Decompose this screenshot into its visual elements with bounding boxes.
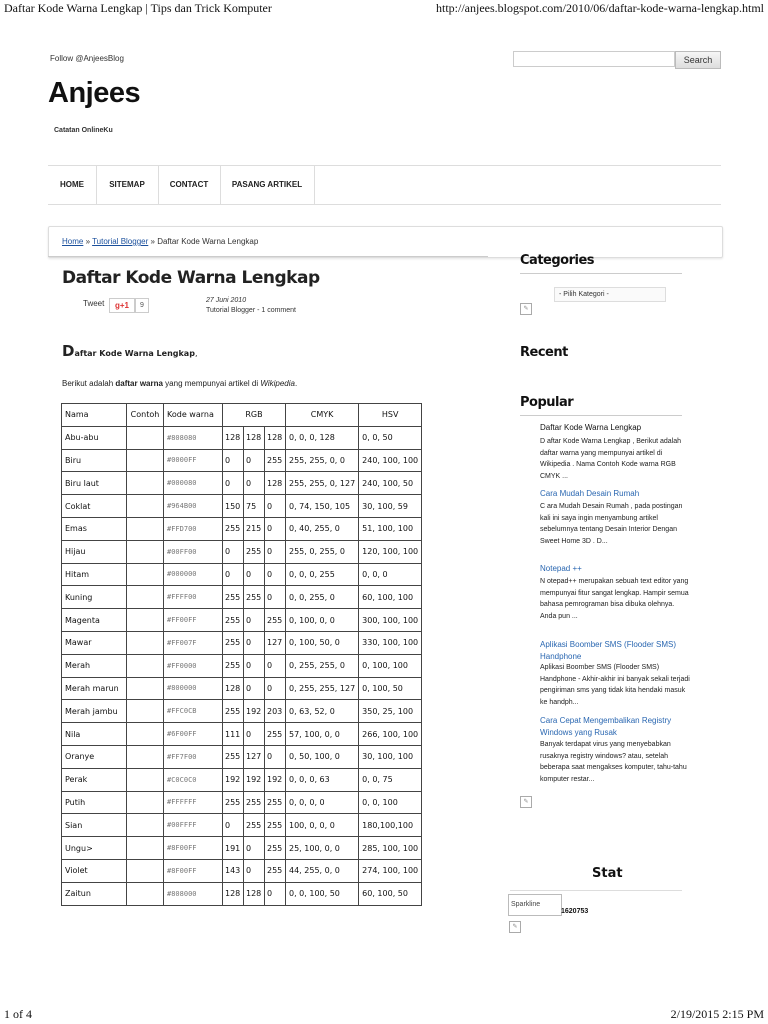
color-name: Emas (62, 517, 127, 540)
color-sample (127, 791, 164, 814)
rgb-blue: 128 (265, 472, 286, 495)
hsv-value: 350, 25, 100 (359, 700, 422, 723)
table-row (62, 745, 422, 768)
popular-post-excerpt: N otepad++ merupakan sebuah text editor yang mempunyai fitur sangat lengkap. Hampir semua bahasa pemrograman bisa dibuka olehnya. Anda pun ... (540, 578, 689, 620)
desc-text: . (294, 379, 298, 388)
color-name: Biru laut (62, 472, 127, 495)
hsv-value: 285, 100, 100 (359, 837, 422, 860)
rgb-blue: 0 (265, 517, 286, 540)
table-row (62, 677, 422, 700)
nav-item-sitemap[interactable]: SITEMAP (96, 166, 159, 204)
rgb-blue: 255 (265, 609, 286, 632)
rgb-green: 0 (244, 723, 265, 746)
edit-widget-icon[interactable]: ✎ (520, 303, 532, 315)
rgb-blue: 0 (265, 540, 286, 563)
table-row (62, 859, 422, 882)
rgb-green: 255 (244, 540, 265, 563)
hsv-value: 0, 0, 100 (359, 791, 422, 814)
cmyk-value: 57, 100, 0, 0 (286, 723, 359, 746)
color-hex: #000000 (164, 563, 223, 586)
rgb-blue: 255 (265, 449, 286, 472)
site-title[interactable]: Anjees (48, 77, 141, 109)
print-page-title: Daftar Kode Warna Lengkap | Tips dan Trick Komputer (4, 1, 272, 15)
color-name: Merah (62, 654, 127, 677)
edit-widget-icon[interactable]: ✎ (509, 921, 521, 933)
nav-item-contact[interactable]: CONTACT (158, 166, 221, 204)
post-description (62, 379, 297, 388)
hsv-value: 30, 100, 59 (359, 495, 422, 518)
recent-heading: Recent (520, 345, 568, 360)
popular-post-title[interactable]: Aplikasi Boomber SMS (Flooder SMS) Handphone (540, 640, 677, 661)
color-name: Putih (62, 791, 127, 814)
color-name: Magenta (62, 609, 127, 632)
hsv-value: 180,100,100 (359, 814, 422, 837)
color-hex: #FF007F (164, 631, 223, 654)
rgb-green: 128 (244, 426, 265, 449)
rgb-blue: 255 (265, 859, 286, 882)
rgb-red: 150 (223, 495, 244, 518)
rgb-green: 0 (244, 563, 265, 586)
popular-post-excerpt: Banyak terdapat virus yang menyebabkan rusaknya registry windows? atau, setelah beberapa saat mengakses komputer, tahu-tahu komputer restar... (540, 741, 687, 783)
sparkline-image: Sparkline (508, 894, 562, 916)
rgb-green: 0 (244, 472, 265, 495)
hsv-value: 0, 0, 50 (359, 426, 422, 449)
categories-divider (520, 273, 682, 274)
table-header-row (62, 404, 422, 427)
rgb-red: 128 (223, 677, 244, 700)
popular-post-title[interactable]: Daftar Kode Warna Lengkap (540, 423, 642, 432)
search-button[interactable]: Search (675, 51, 721, 69)
rgb-blue: 0 (265, 563, 286, 586)
color-sample (127, 677, 164, 700)
rgb-green: 0 (244, 449, 265, 472)
color-hex: #FF00FF (164, 609, 223, 632)
color-sample (127, 586, 164, 609)
color-hex: #C0C0C0 (164, 768, 223, 791)
edit-widget-icon[interactable]: ✎ (520, 796, 532, 808)
popular-post-excerpt: D aftar Kode Warna Lengkap , Berikut adalah daftar warna yang mempunyai artikel di Wikipedia . Nama Contoh Kode warna RGB CMYK ... (540, 438, 681, 480)
color-name: Merah marun (62, 677, 127, 700)
rgb-green: 255 (244, 791, 265, 814)
rgb-red: 255 (223, 517, 244, 540)
table-row (62, 472, 422, 495)
color-name: Violet (62, 859, 127, 882)
breadcrumb-separator: » (83, 237, 93, 246)
color-name: Oranye (62, 745, 127, 768)
rgb-blue: 128 (265, 426, 286, 449)
breadcrumb-separator: » (148, 237, 158, 246)
hsv-value: 240, 100, 50 (359, 472, 422, 495)
hsv-value: 51, 100, 100 (359, 517, 422, 540)
popular-post-title[interactable]: Notepad ++ (540, 564, 582, 573)
color-sample (127, 700, 164, 723)
color-name: Coklat (62, 495, 127, 518)
rgb-red: 143 (223, 859, 244, 882)
rgb-red: 255 (223, 654, 244, 677)
rgb-blue: 0 (265, 654, 286, 677)
color-sample (127, 859, 164, 882)
hsv-value: 0, 0, 0 (359, 563, 422, 586)
cmyk-value: 44, 255, 0, 0 (286, 859, 359, 882)
rgb-red: 255 (223, 586, 244, 609)
rgb-green: 128 (244, 882, 265, 905)
stat-divider (510, 890, 682, 891)
category-select[interactable]: - Pilih Kategori - (554, 287, 666, 302)
color-sample (127, 837, 164, 860)
google-plus-button[interactable]: g+1 (109, 298, 135, 313)
table-row (62, 540, 422, 563)
post-intro (62, 342, 197, 360)
header-nama: Nama (62, 404, 127, 427)
dropcap: D (62, 342, 75, 360)
post-meta[interactable]: Tutorial Blogger - 1 comment (206, 307, 296, 314)
color-name: Hijau (62, 540, 127, 563)
color-name: Sian (62, 814, 127, 837)
rgb-red: 255 (223, 745, 244, 768)
rgb-red: 111 (223, 723, 244, 746)
color-sample (127, 540, 164, 563)
hsv-value: 120, 100, 100 (359, 540, 422, 563)
color-hex: #964B00 (164, 495, 223, 518)
rgb-green: 0 (244, 654, 265, 677)
cmyk-value: 0, 0, 100, 50 (286, 882, 359, 905)
popular-post-title[interactable]: Cara Mudah Desain Rumah (540, 489, 640, 498)
color-name: Kuning (62, 586, 127, 609)
rgb-red: 255 (223, 631, 244, 654)
hsv-value: 30, 100, 100 (359, 745, 422, 768)
header-contoh: Contoh (127, 404, 164, 427)
color-sample (127, 654, 164, 677)
header-cmyk: CMYK (286, 404, 359, 427)
follow-link[interactable]: Follow @AnjeesBlog (50, 54, 124, 63)
rgb-blue: 255 (265, 814, 286, 837)
hsv-value: 300, 100, 100 (359, 609, 422, 632)
tweet-button[interactable]: Tweet (83, 299, 105, 308)
table-row (62, 654, 422, 677)
color-hex: #808080 (164, 426, 223, 449)
color-hex: #8F00FF (164, 837, 223, 860)
header-kode-warna: Kode warna (164, 404, 223, 427)
search-input[interactable] (513, 51, 675, 67)
table-row (62, 837, 422, 860)
rgb-green: 192 (244, 700, 265, 723)
color-sample (127, 495, 164, 518)
rgb-blue: 255 (265, 791, 286, 814)
rgb-blue: 0 (265, 745, 286, 768)
color-sample (127, 814, 164, 837)
color-name: Zaitun (62, 882, 127, 905)
rgb-blue: 0 (265, 495, 286, 518)
main-nav (48, 165, 721, 205)
table-row (62, 563, 422, 586)
nav-item-home[interactable]: HOME (48, 166, 97, 204)
rgb-green: 255 (244, 586, 265, 609)
cmyk-value: 0, 40, 255, 0 (286, 517, 359, 540)
print-page-number: 1 of 4 (4, 1007, 32, 1021)
color-hex: #FFC0CB (164, 700, 223, 723)
desc-text: yang mempunyai artikel di (162, 379, 261, 388)
rgb-red: 0 (223, 563, 244, 586)
print-header (0, 0, 768, 18)
table-row (62, 449, 422, 472)
rgb-blue: 0 (265, 586, 286, 609)
breadcrumb-divider (48, 256, 488, 257)
color-sample (127, 882, 164, 905)
color-name: Biru (62, 449, 127, 472)
post-date: 27 Juni 2010 (206, 297, 247, 304)
color-hex: #FF0000 (164, 654, 223, 677)
color-sample (127, 472, 164, 495)
intro-bold: aftar Kode Warna Lengkap (74, 349, 195, 358)
cmyk-value: 0, 100, 0, 0 (286, 609, 359, 632)
cmyk-value: 0, 63, 52, 0 (286, 700, 359, 723)
rgb-blue: 255 (265, 837, 286, 860)
rgb-red: 192 (223, 768, 244, 791)
color-sample (127, 563, 164, 586)
cmyk-value: 0, 255, 255, 0 (286, 654, 359, 677)
header-hsv: HSV (359, 404, 422, 427)
table-row (62, 517, 422, 540)
color-hex: #6F00FF (164, 723, 223, 746)
rgb-blue: 0 (265, 882, 286, 905)
rgb-red: 0 (223, 814, 244, 837)
rgb-red: 0 (223, 472, 244, 495)
color-hex: #00FFFF (164, 814, 223, 837)
color-hex: #0000FF (164, 449, 223, 472)
print-url: http://anjees.blogspot.com/2010/06/daftar-kode-warna-lengkap.html (435, 1, 764, 15)
rgb-blue: 192 (265, 768, 286, 791)
site-tagline: Catatan OnlineKu (54, 127, 113, 134)
breadcrumb-current: Daftar Kode Warna Lengkap (157, 237, 259, 246)
wikipedia-link[interactable]: Wikipedia (260, 379, 295, 388)
color-sample (127, 609, 164, 632)
post-title: Daftar Kode Warna Lengkap (62, 268, 320, 288)
color-name: Perak (62, 768, 127, 791)
rgb-red: 191 (223, 837, 244, 860)
rgb-red: 128 (223, 426, 244, 449)
hsv-value: 0, 100, 50 (359, 677, 422, 700)
nav-item-pasang-artikel[interactable]: PASANG ARTIKEL (220, 166, 315, 204)
rgb-blue: 203 (265, 700, 286, 723)
table-row (62, 631, 422, 654)
color-hex: #FFFFFF (164, 791, 223, 814)
hsv-value: 60, 100, 50 (359, 882, 422, 905)
table-row (62, 700, 422, 723)
color-sample (127, 768, 164, 791)
stat-count: 1620753 (561, 908, 589, 915)
color-sample (127, 449, 164, 472)
hsv-value: 240, 100, 100 (359, 449, 422, 472)
popular-heading: Popular (520, 395, 574, 410)
color-name: Hitam (62, 563, 127, 586)
color-sample (127, 517, 164, 540)
cmyk-value: 0, 0, 0, 128 (286, 426, 359, 449)
popular-post-excerpt: C ara Mudah Desain Rumah , pada postingan kali ini saya ingin menyambung artikel sebelumnya tentang Desain Interior Dengan Sweet Home 3D . D... (540, 503, 683, 545)
cmyk-value: 0, 100, 50, 0 (286, 631, 359, 654)
color-name: Merah jambu (62, 700, 127, 723)
table-row (62, 791, 422, 814)
table-row (62, 882, 422, 905)
categories-heading: Categories (520, 253, 595, 268)
hsv-value: 330, 100, 100 (359, 631, 422, 654)
intro-rest: , (194, 349, 198, 358)
rgb-blue: 0 (265, 677, 286, 700)
print-footer (0, 1007, 768, 1023)
color-sample (127, 745, 164, 768)
color-sample (127, 631, 164, 654)
color-name: Nila (62, 723, 127, 746)
color-hex: #FFFF00 (164, 586, 223, 609)
color-hex: #00FF00 (164, 540, 223, 563)
cmyk-value: 0, 0, 255, 0 (286, 586, 359, 609)
rgb-red: 0 (223, 540, 244, 563)
breadcrumb-home-link[interactable]: Home (62, 237, 84, 246)
table-row (62, 586, 422, 609)
color-hex: #8F00FF (164, 859, 223, 882)
table-row (62, 609, 422, 632)
rgb-green: 0 (244, 837, 265, 860)
breadcrumb-category-link[interactable]: Tutorial Blogger (92, 237, 149, 246)
cmyk-value: 255, 255, 0, 0 (286, 449, 359, 472)
rgb-blue: 127 (265, 631, 286, 654)
popular-post-excerpt: Aplikasi Boomber SMS (Flooder SMS) Handphone - Akhir-akhir ini banyak sekali terjadi pengiriman sms yang tidak kita hendaki masuk ke handph... (540, 664, 690, 706)
stat-heading: Stat (592, 866, 623, 881)
color-hex: #808000 (164, 882, 223, 905)
rgb-red: 255 (223, 609, 244, 632)
hsv-value: 274, 100, 100 (359, 859, 422, 882)
rgb-green: 75 (244, 495, 265, 518)
cmyk-value: 100, 0, 0, 0 (286, 814, 359, 837)
desc-text: Berikut adalah (62, 379, 116, 388)
rgb-green: 192 (244, 768, 265, 791)
rgb-green: 255 (244, 814, 265, 837)
popular-divider (520, 415, 682, 416)
cmyk-value: 0, 255, 255, 127 (286, 677, 359, 700)
google-plus-count: 9 (135, 298, 149, 313)
color-sample (127, 723, 164, 746)
rgb-green: 0 (244, 677, 265, 700)
cmyk-value: 0, 0, 0, 63 (286, 768, 359, 791)
desc-bold: daftar warna (115, 379, 163, 388)
rgb-red: 255 (223, 791, 244, 814)
color-hex: #FFD700 (164, 517, 223, 540)
cmyk-value: 25, 100, 0, 0 (286, 837, 359, 860)
header-rgb: RGB (223, 404, 286, 427)
color-name: Abu-abu (62, 426, 127, 449)
hsv-value: 0, 100, 100 (359, 654, 422, 677)
cmyk-value: 0, 74, 150, 105 (286, 495, 359, 518)
table-row (62, 768, 422, 791)
color-hex: #800000 (164, 677, 223, 700)
hsv-value: 266, 100, 100 (359, 723, 422, 746)
hsv-value: 60, 100, 100 (359, 586, 422, 609)
cmyk-value: 255, 255, 0, 127 (286, 472, 359, 495)
rgb-red: 128 (223, 882, 244, 905)
color-hex: #000080 (164, 472, 223, 495)
rgb-green: 0 (244, 609, 265, 632)
cmyk-value: 0, 0, 0, 0 (286, 791, 359, 814)
table-row (62, 723, 422, 746)
rgb-green: 127 (244, 745, 265, 768)
rgb-green: 0 (244, 859, 265, 882)
color-sample (127, 426, 164, 449)
rgb-green: 215 (244, 517, 265, 540)
color-table (61, 403, 422, 906)
table-row (62, 426, 422, 449)
rgb-green: 0 (244, 631, 265, 654)
cmyk-value: 0, 0, 0, 255 (286, 563, 359, 586)
rgb-red: 0 (223, 449, 244, 472)
table-row (62, 495, 422, 518)
rgb-red: 255 (223, 700, 244, 723)
breadcrumb (62, 237, 258, 246)
cmyk-value: 255, 0, 255, 0 (286, 540, 359, 563)
print-timestamp: 2/19/2015 2:15 PM (670, 1007, 764, 1021)
hsv-value: 0, 0, 75 (359, 768, 422, 791)
cmyk-value: 0, 50, 100, 0 (286, 745, 359, 768)
popular-post-title[interactable]: Cara Cepat Mengembalikan Registry Windows yang Rusak (540, 716, 672, 737)
color-hex: #FF7F00 (164, 745, 223, 768)
rgb-blue: 255 (265, 723, 286, 746)
table-row (62, 814, 422, 837)
color-name: Ungu> (62, 837, 127, 860)
color-name: Mawar (62, 631, 127, 654)
